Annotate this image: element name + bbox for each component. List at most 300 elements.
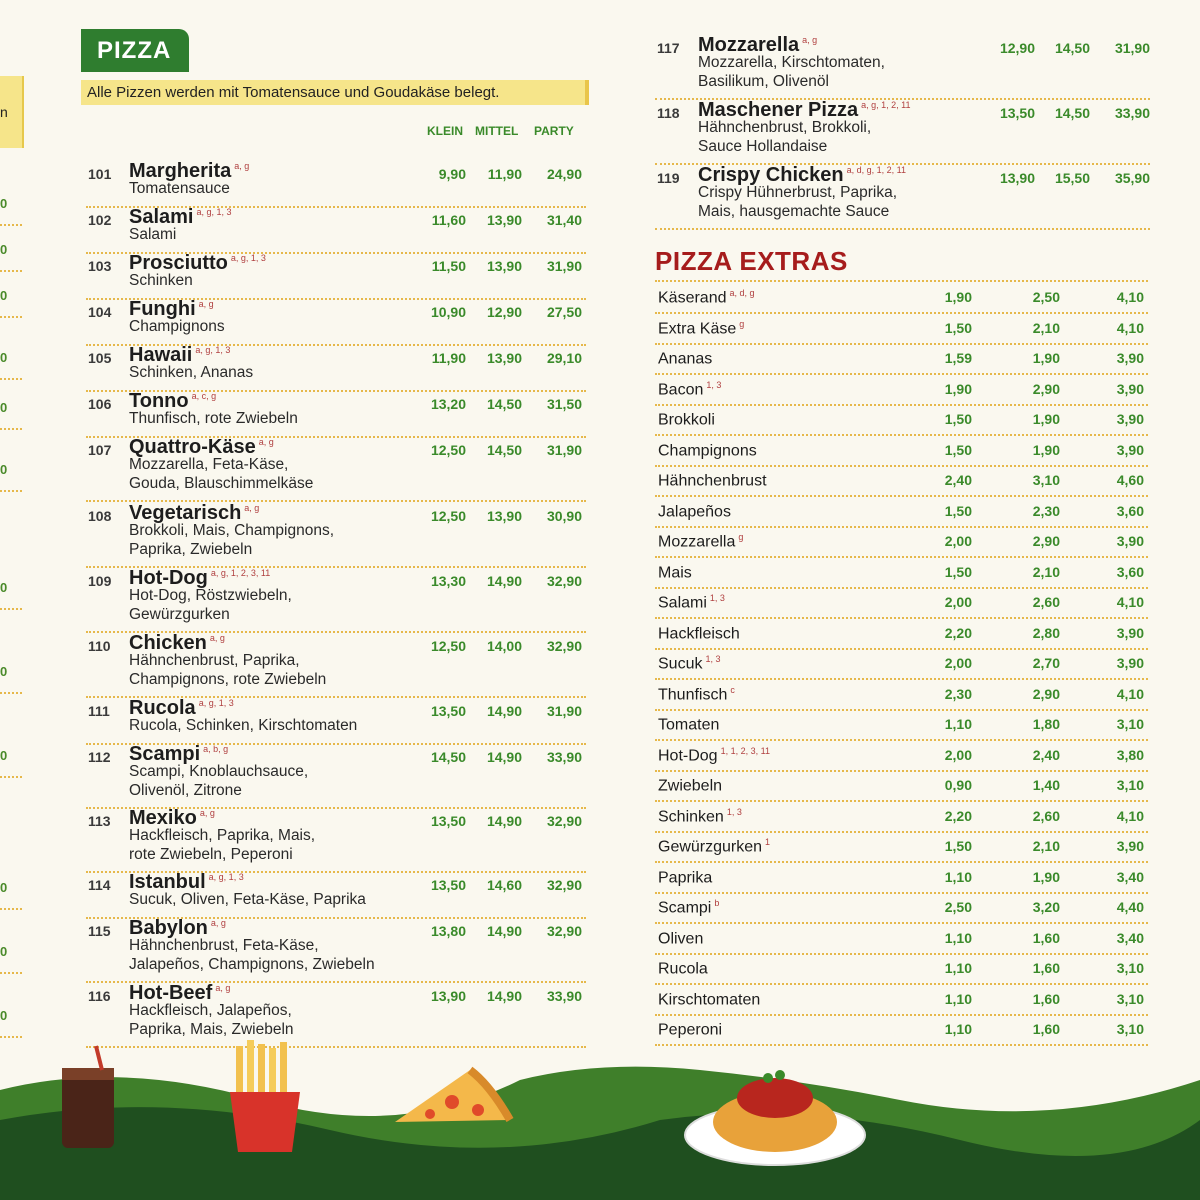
pizza-description: Tomatensauce <box>129 180 230 197</box>
extra-price-klein: 0,90 <box>944 777 972 793</box>
price-klein: 13,50 <box>999 105 1035 121</box>
extra-price-klein: 1,90 <box>944 380 972 397</box>
price-party: 24,90 <box>546 166 582 182</box>
price-party: 29,10 <box>546 350 582 366</box>
extra-item <box>655 679 1148 711</box>
previous-page-price-fragment: 0 <box>0 944 8 959</box>
extra-name <box>658 319 744 338</box>
extra-price-klein: 1,50 <box>944 441 972 458</box>
extra-price-klein: 1,10 <box>944 990 972 1007</box>
extra-price-klein: 1,10 <box>944 868 972 885</box>
extra-price-mittel: 2,10 <box>1032 319 1060 336</box>
extra-price-klein: 1,50 <box>944 563 972 580</box>
price-mittel: 14,50 <box>1054 40 1090 56</box>
pizza-item <box>86 743 586 809</box>
price-party: 31,90 <box>1114 40 1150 56</box>
pizza-number: 109 <box>88 573 112 589</box>
price-klein: 13,50 <box>430 813 466 829</box>
pizza-number: 116 <box>88 988 111 1004</box>
price-party: 27,50 <box>546 304 582 320</box>
pizza-item <box>86 567 586 633</box>
extra-price-klein: 1,50 <box>944 502 972 519</box>
extra-price-klein: 1,50 <box>944 411 972 427</box>
extra-item <box>655 892 1148 924</box>
extra-price-klein: 1,59 <box>944 350 972 366</box>
extra-name <box>658 837 770 856</box>
extra-item <box>655 923 1148 955</box>
extra-name-text: Gewürzgurken <box>658 838 763 856</box>
pizza-name-text: Margherita <box>129 160 232 182</box>
previous-page-price-fragment: 0 <box>0 288 8 303</box>
footer-illustration <box>0 1040 1200 1200</box>
price-party: 33,90 <box>546 988 582 1004</box>
price-party: 32,90 <box>546 573 582 589</box>
previous-page-price-fragment: 0 <box>0 664 8 679</box>
extra-price-klein: 1,90 <box>944 289 972 305</box>
extra-name <box>658 471 770 490</box>
extra-name-text: Paprika <box>658 868 713 886</box>
extra-price-mittel: 1,60 <box>1032 929 1060 946</box>
price-mittel: 14,00 <box>486 638 522 654</box>
pizza-number: 102 <box>88 212 112 228</box>
extra-price-party: 4,10 <box>1116 289 1144 305</box>
price-party: 33,90 <box>546 749 582 765</box>
extra-price-party: 3,10 <box>1116 1021 1144 1037</box>
allergen-codes: 1, 3 <box>709 593 725 603</box>
extra-price-party: 4,10 <box>1116 807 1144 824</box>
extra-name <box>658 502 734 521</box>
price-mittel: 12,90 <box>486 304 522 320</box>
extra-price-party: 3,90 <box>1116 350 1144 366</box>
extra-name-text: Mais <box>658 563 692 581</box>
extra-price-mittel: 2,90 <box>1032 533 1060 549</box>
extra-name-text: Extra Käse <box>658 319 737 337</box>
extra-name-text: Oliven <box>658 929 704 947</box>
pizza-number: 117 <box>657 40 680 56</box>
previous-page-price-fragment: 0 <box>0 880 8 895</box>
allergen-codes: a, g, 1, 3 <box>208 872 244 883</box>
extra-price-klein: 1,10 <box>944 960 972 976</box>
pizza-item <box>655 164 1150 230</box>
extra-name-text: Bacon <box>658 380 704 398</box>
price-mittel: 14,90 <box>486 813 522 829</box>
pizza-description: Mozzarella, Kirschtomaten, Basilikum, Olivenöl <box>698 54 885 90</box>
extra-name-text: Hähnchenbrust <box>658 472 767 490</box>
extra-price-mittel: 2,70 <box>1032 655 1060 671</box>
pizza-item <box>86 344 586 392</box>
pizza-name-text: Tonno <box>129 390 189 412</box>
allergen-codes: a, g <box>209 633 225 644</box>
pizza-slice-icon <box>395 1070 510 1122</box>
price-mittel: 14,90 <box>486 923 522 939</box>
extra-name <box>658 715 722 734</box>
pizza-number: 105 <box>88 350 112 366</box>
extra-price-klein: 2,20 <box>944 807 972 824</box>
extra-price-mittel: 1,90 <box>1032 441 1060 458</box>
extra-name-text: Zwiebeln <box>658 777 723 795</box>
extra-price-mittel: 2,40 <box>1032 746 1060 763</box>
extra-name <box>658 532 743 551</box>
extra-price-party: 3,40 <box>1116 929 1144 946</box>
extra-price-party: 3,60 <box>1116 502 1144 519</box>
pizza-note: Alle Pizzen werden mit Tomatensauce und Goudakäse belegt. <box>81 80 589 105</box>
extra-price-mittel: 2,10 <box>1032 838 1060 854</box>
extra-price-klein: 1,10 <box>944 929 972 946</box>
price-klein: 9,90 <box>438 166 466 182</box>
pizza-name-text: Rucola <box>129 697 196 719</box>
extra-price-klein: 1,50 <box>944 838 972 854</box>
pizza-description: Schinken, Ananas <box>129 364 254 381</box>
extra-price-party: 3,40 <box>1116 868 1144 885</box>
extra-price-party: 3,90 <box>1116 380 1144 397</box>
previous-page-divider <box>0 776 22 778</box>
previous-page-divider <box>0 224 22 226</box>
extra-name <box>658 868 715 887</box>
pizza-name-text: Hawaii <box>129 344 193 366</box>
allergen-codes: a, g, 1, 3 <box>198 698 234 709</box>
extra-price-klein: 2,00 <box>944 746 972 763</box>
price-party: 31,40 <box>546 212 582 228</box>
extra-price-party: 3,90 <box>1116 838 1144 854</box>
extra-name <box>658 593 725 612</box>
previous-page-divider <box>0 972 22 974</box>
price-mittel: 13,90 <box>486 258 522 274</box>
pizza-name-text: Chicken <box>129 632 207 654</box>
price-klein: 13,90 <box>430 988 466 1004</box>
pizza-description: Hackfleisch, Paprika, Mais, rote Zwiebeln, Peperoni <box>129 827 316 863</box>
pizza-item <box>86 436 586 502</box>
allergen-codes: a, g, 1, 2, 11 <box>861 100 911 111</box>
price-klein: 12,50 <box>430 508 466 524</box>
pizza-item <box>86 871 586 919</box>
price-klein: 12,50 <box>430 638 466 654</box>
pizza-name-text: Istanbul <box>129 871 206 893</box>
allergen-codes: g <box>739 318 745 329</box>
extra-price-klein: 1,10 <box>944 716 972 732</box>
extra-price-party: 3,90 <box>1116 533 1144 549</box>
extra-price-party: 3,60 <box>1116 563 1144 580</box>
extra-name-text: Tomaten <box>658 716 720 734</box>
price-party: 32,90 <box>546 638 582 654</box>
price-party: 33,90 <box>1114 105 1150 121</box>
pizza-description: Hot-Dog, Röstzwiebeln, Gewürzgurken <box>129 587 292 623</box>
extra-price-mittel: 1,60 <box>1032 1021 1060 1037</box>
allergen-codes: a, g, 1, 3 <box>195 345 231 356</box>
extra-price-party: 4,10 <box>1116 685 1144 702</box>
allergen-codes: 1, 3 <box>705 654 721 664</box>
price-mittel: 13,90 <box>486 508 522 524</box>
pizza-item <box>86 502 586 568</box>
allergen-codes: a, g <box>210 918 226 929</box>
price-mittel: 14,60 <box>486 877 522 893</box>
extra-item <box>655 770 1148 802</box>
previous-page-price-fragment: 0 <box>0 242 8 257</box>
price-mittel: 15,50 <box>1054 170 1090 186</box>
extra-price-mittel: 2,80 <box>1032 624 1060 641</box>
pizza-description: Champignons <box>129 318 225 335</box>
pizza-item <box>86 390 586 438</box>
previous-page-divider <box>0 692 22 694</box>
extra-item <box>655 313 1148 345</box>
allergen-codes: 1, 1, 2, 3, 11 <box>720 745 770 756</box>
extra-name <box>658 685 735 704</box>
price-klein: 12,50 <box>430 442 466 458</box>
extra-price-party: 4,60 <box>1116 472 1144 488</box>
allergen-codes: 1, 3 <box>706 379 722 390</box>
extra-item <box>655 618 1148 650</box>
extra-item <box>655 343 1148 375</box>
extra-price-mittel: 1,40 <box>1032 777 1060 793</box>
extra-name <box>658 288 755 307</box>
extra-item <box>655 526 1148 558</box>
price-party: 31,50 <box>546 396 582 412</box>
extra-price-klein: 2,20 <box>944 624 972 641</box>
price-party: 32,90 <box>546 923 582 939</box>
extra-name-text: Ananas <box>658 350 713 368</box>
extra-item <box>655 435 1148 467</box>
extra-price-klein: 2,00 <box>944 655 972 671</box>
pizza-item <box>86 917 586 983</box>
extra-price-mittel: 1,60 <box>1032 990 1060 1007</box>
pizza-number: 104 <box>88 304 112 320</box>
pizza-name-text: Vegetarisch <box>129 502 242 524</box>
extra-name-text: Kirschtomaten <box>658 990 761 1008</box>
extra-name-text: Käserand <box>658 289 727 307</box>
extra-name <box>658 654 720 673</box>
column-header-klein: KLEIN <box>427 124 463 138</box>
price-party: 30,90 <box>546 508 582 524</box>
extra-price-klein: 2,50 <box>944 899 972 915</box>
price-party: 35,90 <box>1114 170 1150 186</box>
price-party: 31,90 <box>546 442 582 458</box>
allergen-codes: a, b, g <box>203 744 229 755</box>
price-klein: 13,50 <box>430 877 466 893</box>
allergen-codes: a, g, 1, 3 <box>196 207 232 218</box>
extra-name-text: Hackfleisch <box>658 624 740 642</box>
allergen-codes: a, d, g <box>729 288 755 298</box>
allergen-codes: a, g <box>199 808 215 819</box>
fries-icon <box>230 1040 300 1152</box>
soda-cup-icon <box>62 1046 114 1148</box>
price-klein: 13,80 <box>430 923 466 939</box>
pizza-name-text: Hot-Beef <box>129 982 213 1004</box>
extra-item <box>655 496 1148 528</box>
pizza-number: 119 <box>657 170 680 186</box>
extra-item <box>655 862 1148 894</box>
extra-price-klein: 1,50 <box>944 319 972 336</box>
pizza-name-text: Salami <box>129 206 194 228</box>
extra-price-mittel: 1,90 <box>1032 350 1060 366</box>
pizza-number: 118 <box>657 105 680 121</box>
extra-name <box>658 624 743 643</box>
extra-name <box>658 1020 725 1039</box>
extra-name <box>658 929 706 948</box>
pizza-number: 101 <box>88 166 112 182</box>
pizza-name-text: Crispy Chicken <box>698 164 844 186</box>
allergen-codes: a, g <box>234 161 250 172</box>
pizza-description: Hackfleisch, Jalapeños, Paprika, Mais, Zwiebeln <box>129 1002 294 1038</box>
price-party: 31,90 <box>546 258 582 274</box>
pizza-item <box>86 807 586 873</box>
extra-price-party: 4,10 <box>1116 594 1144 610</box>
price-mittel: 14,50 <box>1054 105 1090 121</box>
price-mittel: 11,90 <box>487 166 522 182</box>
price-klein: 13,20 <box>430 396 466 412</box>
allergen-codes: a, g <box>215 983 231 994</box>
allergen-codes: 1, 3 <box>726 806 742 817</box>
extra-price-party: 4,40 <box>1116 899 1144 915</box>
pizza-item <box>86 252 586 300</box>
extra-name <box>658 410 718 429</box>
pizza-number: 106 <box>88 396 112 412</box>
pizza-item <box>86 632 586 698</box>
extra-name-text: Thunfisch <box>658 685 728 703</box>
price-mittel: 13,90 <box>486 212 522 228</box>
extra-price-mittel: 2,10 <box>1032 563 1060 580</box>
pizza-number: 110 <box>88 638 111 654</box>
pizza-description: Mozzarella, Feta-Käse, Gouda, Blauschimmelkäse <box>129 456 314 492</box>
extra-item <box>655 587 1148 619</box>
extra-name <box>658 349 715 368</box>
previous-page-price-fragment: 0 <box>0 580 8 595</box>
price-klein: 13,30 <box>430 573 466 589</box>
pizza-item <box>86 160 586 208</box>
extra-price-mittel: 3,20 <box>1032 899 1060 915</box>
extra-item <box>655 648 1148 680</box>
previous-page-edge <box>0 0 24 1080</box>
price-klein: 12,90 <box>999 40 1035 56</box>
previous-page-divider <box>0 428 22 430</box>
extra-price-party: 3,10 <box>1116 990 1144 1007</box>
extra-price-mittel: 3,10 <box>1032 472 1060 488</box>
pizza-number: 112 <box>88 749 111 765</box>
pizza-description: Hähnchenbrust, Brokkoli, Sauce Hollandaise <box>698 119 872 155</box>
extra-name <box>658 380 721 399</box>
price-klein: 11,90 <box>431 350 466 366</box>
price-mittel: 14,90 <box>486 703 522 719</box>
pizza-number: 103 <box>88 258 112 274</box>
extra-name-text: Salami <box>658 594 707 612</box>
pizza-number: 115 <box>88 923 111 939</box>
extra-name <box>658 746 770 765</box>
pizza-description: Sucuk, Oliven, Feta-Käse, Paprika <box>129 891 366 908</box>
extra-name-text: Peperoni <box>658 1021 723 1039</box>
pizza-item <box>655 99 1150 165</box>
extra-item <box>655 404 1148 436</box>
extra-name-text: Schinken <box>658 807 724 825</box>
previous-page-text-fragment: n <box>0 104 8 120</box>
extra-price-party: 3,90 <box>1116 655 1144 671</box>
extra-price-mittel: 2,50 <box>1032 289 1060 305</box>
allergen-codes: a, g <box>244 503 260 514</box>
previous-page-price-fragment: 0 <box>0 400 8 415</box>
extra-name-text: Mozzarella <box>658 533 736 551</box>
pizza-description: Scampi, Knoblauchsauce, Olivenöl, Zitrone <box>129 763 309 799</box>
allergen-codes: a, g <box>802 35 818 46</box>
pizza-name-text: Quattro-Käse <box>129 436 256 458</box>
extra-item <box>655 801 1148 833</box>
price-klein: 13,90 <box>999 170 1035 186</box>
extra-price-klein: 2,00 <box>944 533 972 549</box>
extra-item <box>655 557 1148 589</box>
previous-page-divider <box>0 908 22 910</box>
price-klein: 11,60 <box>431 212 466 228</box>
extra-price-mittel: 2,90 <box>1032 685 1060 702</box>
extra-item <box>655 984 1148 1016</box>
extra-price-mittel: 2,60 <box>1032 807 1060 824</box>
extra-name <box>658 990 763 1009</box>
extra-name-text: Scampi <box>658 899 712 917</box>
previous-page-price-fragment: 0 <box>0 350 8 365</box>
price-mittel: 14,90 <box>486 573 522 589</box>
extra-name <box>658 776 725 795</box>
allergen-codes: a, g <box>198 299 214 310</box>
extra-price-mittel: 1,60 <box>1032 960 1060 976</box>
pizza-description: Brokkoli, Mais, Champignons, Paprika, Zwiebeln <box>129 522 335 558</box>
previous-page-price-fragment: 0 <box>0 748 8 763</box>
extra-name <box>658 898 719 917</box>
column-header-mittel: MITTEL <box>475 124 519 138</box>
extra-price-party: 3,80 <box>1116 746 1144 763</box>
column-header-party: PARTY <box>534 124 574 138</box>
extra-item <box>655 374 1148 406</box>
extra-price-mittel: 2,60 <box>1032 594 1060 610</box>
price-mittel: 13,90 <box>486 350 522 366</box>
pizza-name-text: Prosciutto <box>129 252 228 274</box>
previous-page-divider <box>0 608 22 610</box>
extra-name <box>658 441 760 460</box>
allergen-codes: c <box>730 684 735 695</box>
pizza-number: 113 <box>88 813 111 829</box>
pizza-item <box>86 206 586 254</box>
pizza-number: 114 <box>88 877 111 893</box>
price-mittel: 14,50 <box>486 396 522 412</box>
pizza-extras-title: PIZZA EXTRAS <box>655 246 848 276</box>
allergen-codes: a, g, 1, 3 <box>230 253 266 264</box>
previous-page-divider <box>0 1036 22 1038</box>
extra-price-party: 3,90 <box>1116 441 1144 458</box>
extra-name <box>658 807 742 826</box>
extra-price-klein: 2,30 <box>944 685 972 702</box>
extra-name-text: Jalapeños <box>658 502 731 520</box>
allergen-codes: g <box>738 532 744 542</box>
extra-price-mittel: 1,90 <box>1032 868 1060 885</box>
extra-price-klein: 2,40 <box>944 472 972 488</box>
pizza-section-title: PIZZA <box>81 29 189 72</box>
pizza-description: Salami <box>129 226 177 243</box>
previous-page-divider <box>0 378 22 380</box>
pizza-item <box>86 982 586 1048</box>
previous-page-divider <box>0 316 22 318</box>
allergen-codes: a, g <box>258 437 274 448</box>
allergen-codes: 1 <box>765 837 771 847</box>
pizza-item <box>86 298 586 346</box>
extra-name-text: Brokkoli <box>658 411 715 429</box>
allergen-codes: a, d, g, 1, 2, 11 <box>846 165 906 176</box>
pizza-description: Hähnchenbrust, Feta-Käse, Jalapeños, Champignons, Zwiebeln <box>129 937 375 973</box>
pizza-description: Schinken <box>129 272 193 289</box>
pizza-name-text: Maschener Pizza <box>698 99 859 121</box>
pizza-name-text: Hot-Dog <box>129 567 208 589</box>
previous-page-price-fragment: 0 <box>0 196 8 211</box>
price-mittel: 14,90 <box>486 988 522 1004</box>
price-party: 32,90 <box>546 813 582 829</box>
extra-price-party: 3,10 <box>1116 716 1144 732</box>
price-klein: 11,50 <box>431 258 466 274</box>
price-klein: 14,50 <box>430 749 466 765</box>
pizza-description: Hähnchenbrust, Paprika, Champignons, rote Zwiebeln <box>129 652 327 688</box>
extra-name <box>658 959 711 978</box>
